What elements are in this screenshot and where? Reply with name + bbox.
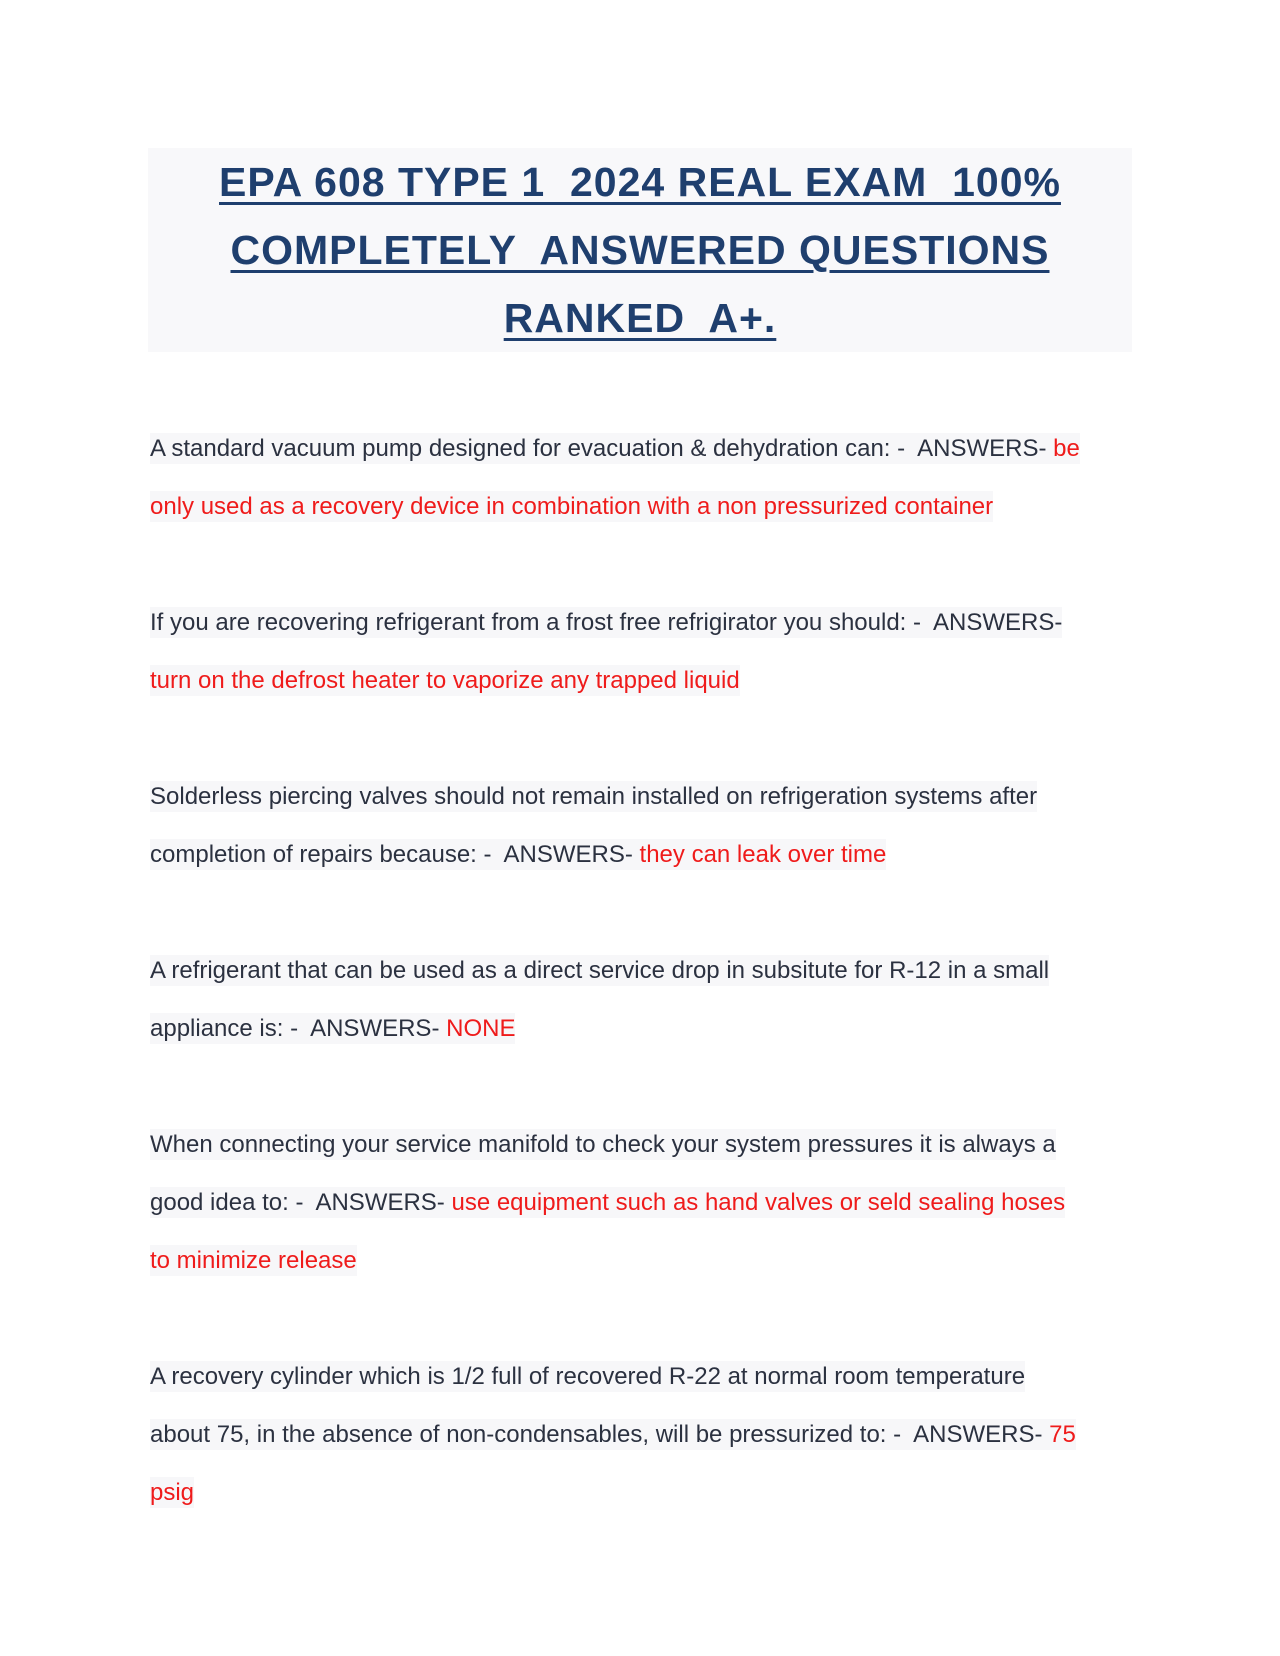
- qa-line: [150, 1232, 1140, 1290]
- title-line-3: [148, 284, 1132, 352]
- qa-line: [150, 1406, 1140, 1464]
- answer-text: only used as a recovery device in combination with a non pressurized container: [150, 493, 994, 520]
- answer-text: be: [1053, 435, 1080, 462]
- answer-text: use equipment such as hand valves or seld sealing hoses: [451, 1189, 1066, 1216]
- qa-list: [150, 420, 1140, 1580]
- qa-line: [150, 1464, 1140, 1522]
- answer-text: to minimize release: [150, 1247, 357, 1274]
- qa-line: [150, 1174, 1140, 1232]
- title-line-1-text: EPA 608 TYPE 1 2024 REAL EXAM 100%: [219, 159, 1061, 205]
- qa-line: [150, 478, 1140, 536]
- question-text: completion of repairs because: - ANSWERS-: [150, 841, 640, 868]
- question-text: Solderless piercing valves should not remain installed on refrigeration systems after: [150, 783, 1038, 810]
- title-line-1: [148, 148, 1132, 216]
- qa-item-5: [150, 1116, 1140, 1290]
- title-line-3-text: RANKED A+.: [503, 295, 777, 341]
- qa-item-1: [150, 420, 1140, 536]
- answer-text: turn on the defrost heater to vaporize any trapped liquid: [150, 667, 740, 694]
- qa-line: [150, 652, 1140, 710]
- qa-line: [150, 942, 1140, 1000]
- question-text: When connecting your service manifold to check your system pressures it is always a: [150, 1131, 1056, 1158]
- qa-item-2: [150, 594, 1140, 710]
- qa-line: [150, 1000, 1140, 1058]
- qa-line: [150, 594, 1140, 652]
- question-text: about 75, in the absence of non-condensables, will be pressurized to: - ANSWERS-: [150, 1421, 1050, 1448]
- question-text: A standard vacuum pump designed for evacuation & dehydration can: - ANSWERS-: [150, 435, 1054, 462]
- answer-text: 75: [1049, 1421, 1076, 1448]
- answer-text: they can leak over time: [639, 841, 887, 868]
- question-text: If you are recovering refrigerant from a frost free refrigirator you should: - ANSWERS-: [150, 609, 1063, 636]
- answer-text: psig: [150, 1479, 195, 1506]
- question-text: A recovery cylinder which is 1/2 full of recovered R-22 at normal room temperature: [150, 1363, 1026, 1390]
- question-text: A refrigerant that can be used as a direct service drop in subsitute for R-12 in a small: [150, 957, 1050, 984]
- answer-text: NONE: [446, 1015, 516, 1042]
- document-title: [148, 148, 1132, 352]
- qa-item-6: [150, 1348, 1140, 1522]
- qa-line: [150, 768, 1140, 826]
- title-line-2: [148, 216, 1132, 284]
- qa-item-4: [150, 942, 1140, 1058]
- qa-item-3: [150, 768, 1140, 884]
- qa-line: [150, 1116, 1140, 1174]
- qa-line: [150, 420, 1140, 478]
- qa-line: [150, 826, 1140, 884]
- question-text: appliance is: - ANSWERS-: [150, 1015, 447, 1042]
- qa-line: [150, 1348, 1140, 1406]
- title-line-2-text: COMPLETELY ANSWERED QUESTIONS: [230, 227, 1050, 273]
- question-text: good idea to: - ANSWERS-: [150, 1189, 452, 1216]
